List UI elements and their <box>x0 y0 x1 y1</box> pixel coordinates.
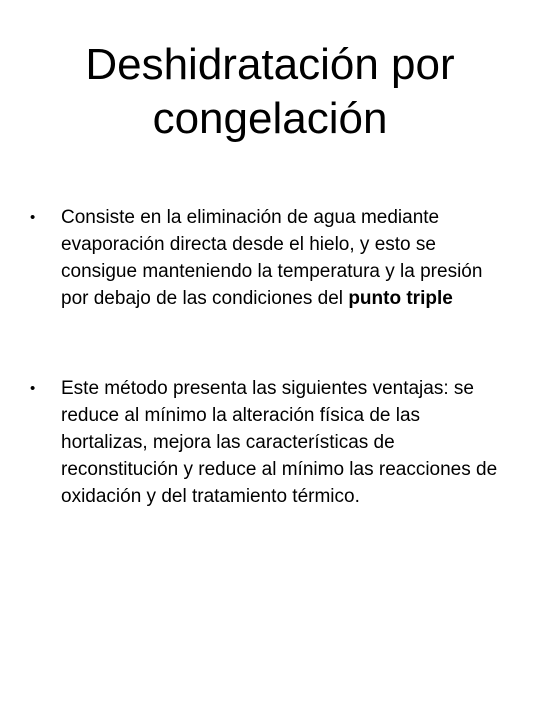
slide-title <box>20 38 520 146</box>
bullet-marker: • <box>30 209 36 226</box>
bullet-emphasis-punto-triple: punto triple <box>348 288 453 309</box>
slide-title-line-2: congelación <box>152 94 388 143</box>
bullet-text-1: Consiste en la eliminación de agua mediante evaporación directa desde el hielo, y esto se consigue manteniendo la temperatura y la presión por debajo de las condiciones del <box>61 207 483 309</box>
bullet-marker: • <box>30 380 36 397</box>
bullet-list <box>30 204 510 510</box>
bullet-text-2: Este método presenta las siguientes ventajas: se reduce al mínimo la alteración física de las hortalizas, mejora las características de reconstitución y reduce al mínimo las reacciones de oxidación y del tratamiento térmico. <box>61 378 498 507</box>
slide-title-line-1: Deshidratación por <box>85 40 455 89</box>
bullet-item-2 <box>30 375 510 510</box>
bullet-item-1 <box>30 204 510 312</box>
